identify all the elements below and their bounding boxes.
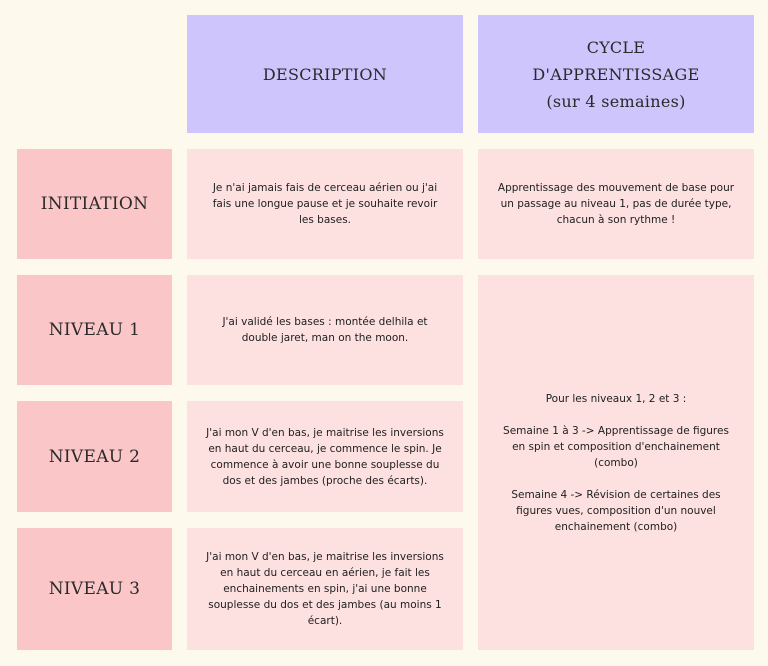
description-text: J'ai validé les bases : montée delhila et double jaret, man on the moon.	[222, 316, 428, 344]
level-niveau-2	[17, 401, 172, 512]
description-header	[187, 15, 463, 133]
description-niveau-2	[187, 401, 463, 512]
cycle-intro: Pour les niveaux 1, 2 et 3 :	[545, 392, 687, 405]
cycle-text: Apprentissage des mouvement de base pour un passage au niveau 1, pas de durée type, chacun à son rythme !	[497, 182, 735, 226]
description-text: J'ai mon V d'en bas, je maitrise les inversions en haut du cerceau, je commence le spin. Je commence à avoir une bonne souplesse du dos et des jambes (proche des écarts).	[206, 426, 444, 487]
description-initiation	[187, 149, 463, 259]
description-niveau-1	[187, 275, 463, 385]
level-label: INITIATION	[40, 194, 149, 214]
cycle-header-line1: CYCLE	[586, 37, 646, 57]
cycle-header-line3: (sur 4 semaines)	[546, 91, 686, 111]
cycle-weeks-1-3: Semaine 1 à 3 -> Apprentissage de figures en spin et composition d'enchainement (combo)	[503, 424, 729, 469]
cycle-levels-1-3	[478, 275, 754, 650]
description-text: Je n'ai jamais fais de cerceau aérien ou j'ai fais une longue pause et je souhaite revoir les bases.	[212, 182, 438, 226]
level-label: NIVEAU 2	[48, 446, 141, 467]
level-niveau-3	[17, 528, 172, 650]
level-label: NIVEAU 3	[48, 579, 141, 599]
level-niveau-1	[17, 275, 172, 385]
description-niveau-3	[187, 528, 463, 650]
cycle-week-4: Semaine 4 -> Révision de certaines des figures vues, composition d'un nouvel enchainement (combo)	[511, 488, 721, 533]
level-label: NIVEAU 1	[48, 320, 141, 340]
level-initiation	[17, 149, 172, 259]
cycle-header-line2: D'APPRENTISSAGE	[532, 64, 700, 84]
description-text: J'ai mon V d'en bas, je maitrise les inversions en haut du cerceau en aérien, je fait les enchainements en spin, j'ai une bonne souplesse du dos et des jambes (au moins 1 écart).	[206, 551, 444, 627]
cycle-header	[478, 15, 754, 133]
cycle-initiation	[478, 149, 754, 259]
description-header-label: DESCRIPTION	[262, 64, 388, 84]
